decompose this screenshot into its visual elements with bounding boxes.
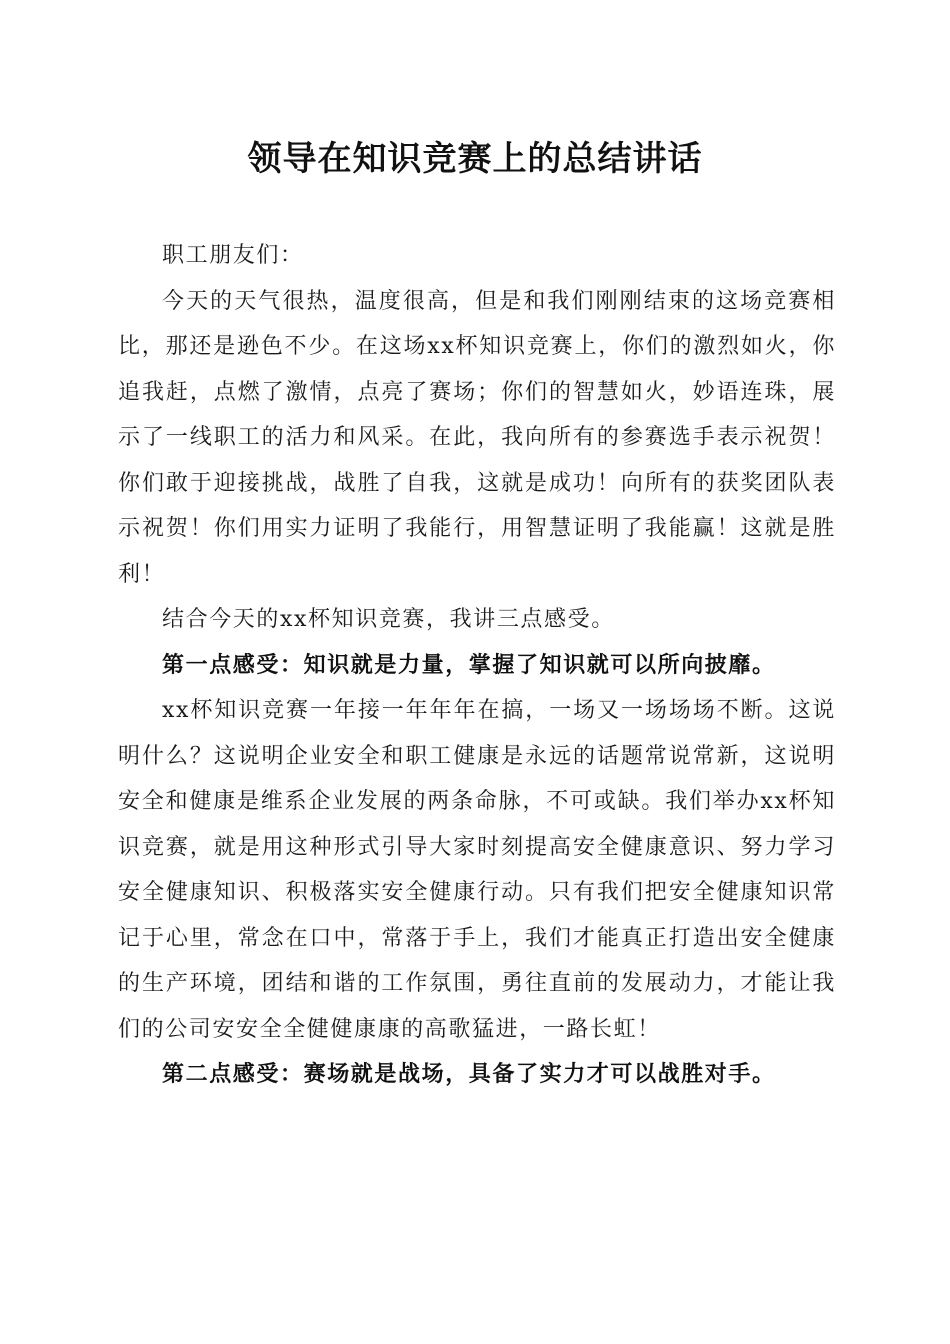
document-body — [118, 233, 836, 1098]
document-title: 领导在知识竞赛上的总结讲话 — [247, 139, 703, 179]
point-two-heading: 第二点感受：赛场就是战场，具备了实力才可以战胜对手。 — [162, 1061, 776, 1087]
salutation-paragraph: 职工朋友们： — [162, 243, 304, 268]
opening-paragraph: 今天的天气很热，温度很高，但是和我们刚刚结束的这场竞赛相比，那还是逊色不少。在这场xx杯知识竞赛上，你们的激烈如火，你追我赶，点燃了激情，点亮了赛场；你们的智慧如火，妙语连珠，展示了一线职工的活力和风采。在此，我向所有的参赛选手表示祝贺！你们敢于迎接挑战，战胜了自我，这就是成功！向所有的获奖团队表示祝贺！你们用实力证明了我能行，用智慧证明了我能赢！这就是胜利！ — [118, 288, 836, 587]
intro-paragraph: 结合今天的xx杯知识竞赛，我讲三点感受。 — [162, 607, 615, 632]
point-one-heading: 第一点感受：知识就是力量，掌握了知识就可以所向披靡。 — [162, 651, 776, 678]
point-one-paragraph: xx杯知识竞赛一年接一年年年在搞，一场又一场场场不断。这说明什么？这说明企业安全和职工健康是永远的话题常说常新，这说明安全和健康是维系企业发展的两条命脉，不可或缺。我们举办xx杯知识竞赛，就是用这种形式引导大家时刻提高安全健康意识、努力学习安全健康知识、积极落实安全健康行动。只有我们把安全健康知识常记于心里，常念在口中，常落于手上，我们才能真正打造出安全健康的生产环境，团结和谐的工作氛围，勇往直前的发展动力，才能让我们的公司安安全全健健康康的高歌猛进，一路长虹！ — [118, 698, 836, 1042]
